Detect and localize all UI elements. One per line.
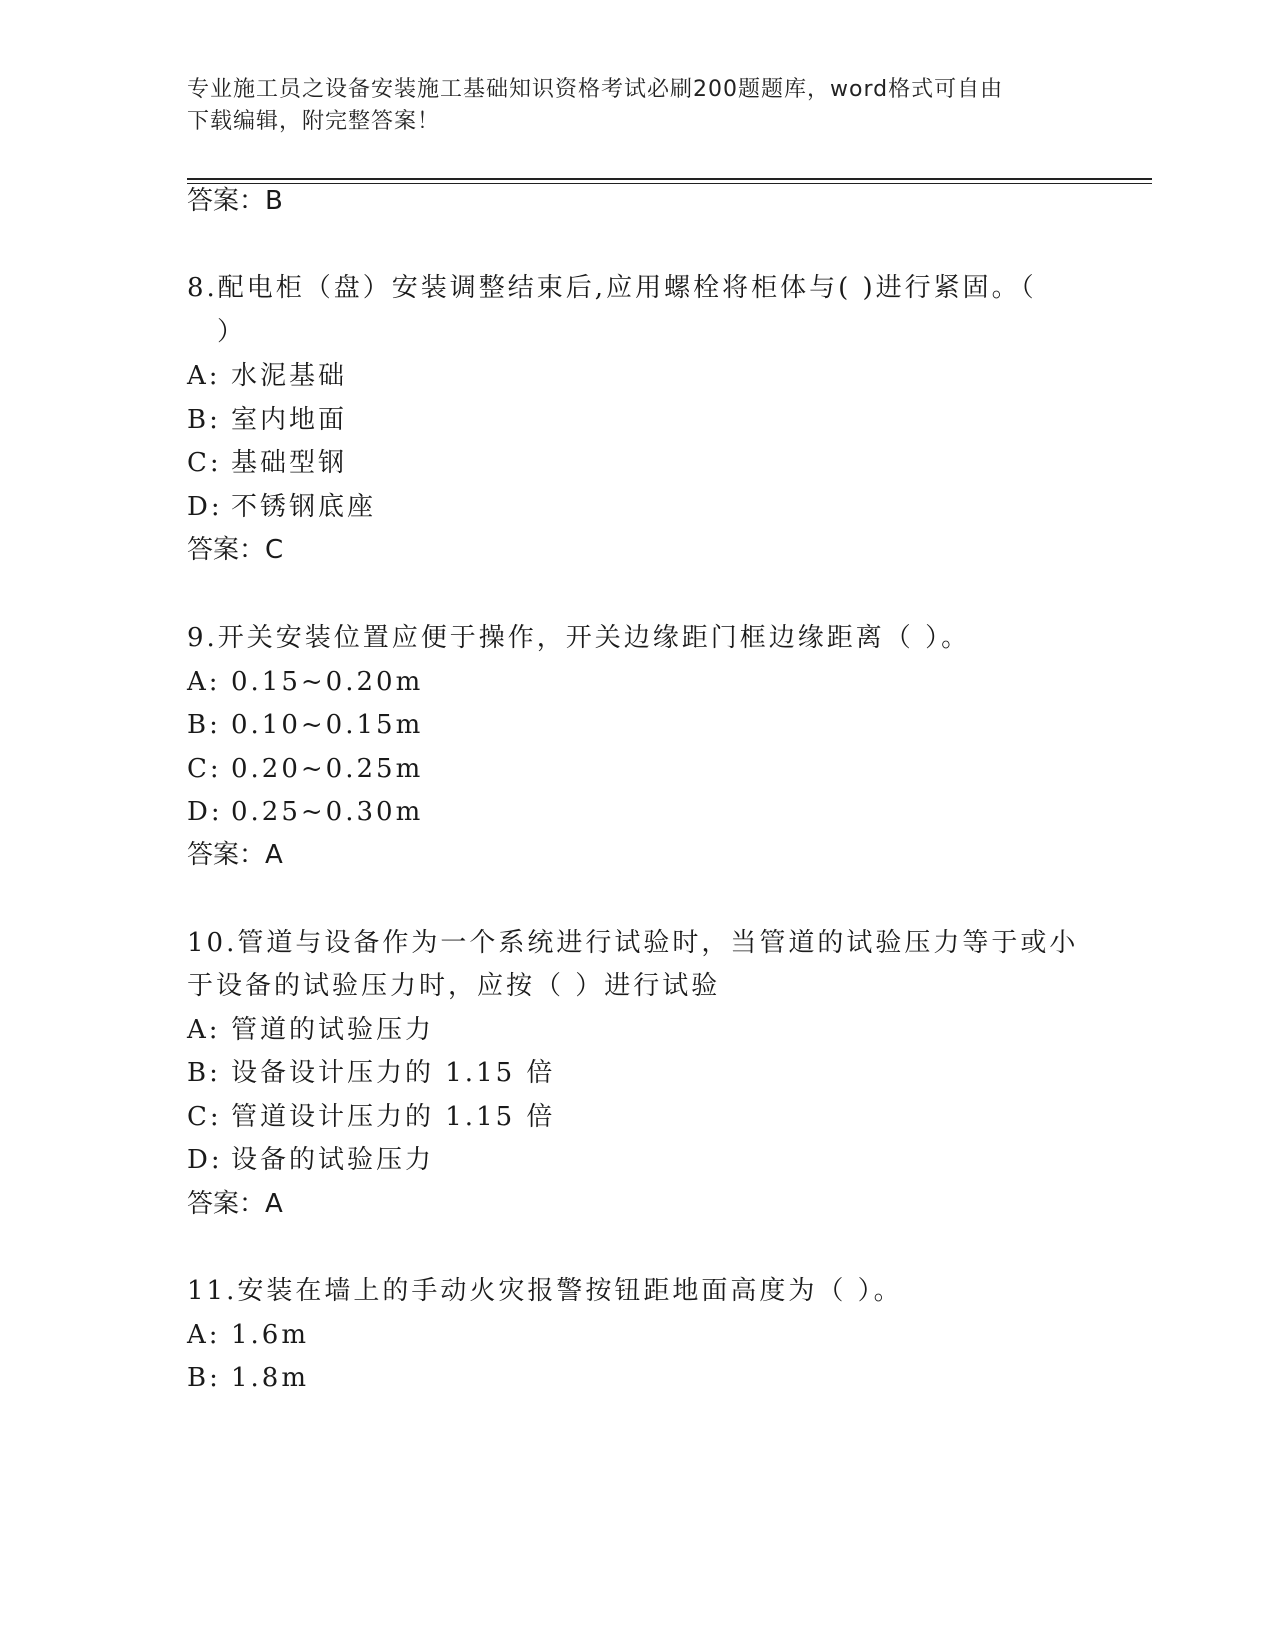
- option-letter: A:: [187, 667, 221, 697]
- option-letter: B:: [187, 710, 221, 740]
- option-letter: D:: [187, 492, 223, 522]
- option-text: 1.6m: [231, 1320, 310, 1350]
- option-letter: B:: [187, 1058, 221, 1088]
- document-header: [187, 74, 1067, 138]
- option-text: 不锈钢底座: [231, 492, 377, 522]
- option-text: 设备设计压力的 1.15 倍: [231, 1058, 556, 1088]
- option-text: 水泥基础: [231, 361, 348, 391]
- option-letter: C:: [187, 754, 222, 784]
- question-10-option-c: [187, 1097, 555, 1137]
- question-11-option-a: [187, 1315, 309, 1355]
- option-text: 管道设计压力的 1.15 倍: [231, 1102, 556, 1132]
- question-8-option-c: [187, 443, 347, 483]
- header-line-2: 下载编辑，附完整答案！: [187, 109, 441, 134]
- option-text: 设备的试验压力: [231, 1145, 435, 1175]
- option-text: 1.8m: [231, 1363, 310, 1393]
- header-divider-thick: [187, 178, 1152, 180]
- question-8-stem-line-2: ）: [217, 317, 247, 347]
- option-letter: B:: [187, 405, 221, 435]
- question-9-stem-line-1: 9.开关安装位置应便于操作，开关边缘距门框边缘距离（ ）。: [187, 623, 971, 653]
- option-letter: C:: [187, 1102, 222, 1132]
- question-10-option-d: [187, 1140, 434, 1180]
- question-8-option-a: [187, 356, 347, 396]
- option-text: 0.25~0.30m: [231, 797, 424, 827]
- question-8-option-d: [187, 487, 376, 527]
- option-text: 基础型钢: [231, 448, 348, 478]
- option-text: 室内地面: [231, 405, 348, 435]
- answer-previous: 答案：B: [187, 186, 283, 216]
- option-text: 0.15~0.20m: [231, 667, 424, 697]
- question-11-stem-line-1: 11.安装在墙上的手动火灾报警按钮距地面高度为（ ）。: [187, 1276, 903, 1306]
- question-10-option-b: [187, 1053, 555, 1093]
- option-letter: A:: [187, 1015, 221, 1045]
- option-letter: D:: [187, 1145, 223, 1175]
- question-10-stem-line-2: 于设备的试验压力时，应按（ ）进行试验: [187, 971, 721, 1001]
- question-9-option-b: [187, 705, 423, 745]
- question-9-option-c: [187, 749, 423, 789]
- option-letter: D:: [187, 797, 223, 827]
- question-9-answer: 答案：A: [187, 840, 283, 870]
- option-letter: C:: [187, 448, 222, 478]
- header-divider-thin: [187, 183, 1152, 184]
- question-9-option-d: [187, 792, 423, 832]
- question-11-option-b: [187, 1358, 309, 1398]
- header-line-1: 专业施工员之设备安装施工基础知识资格考试必刷200题题库，word格式可自由: [187, 77, 1004, 102]
- question-8-option-b: [187, 400, 347, 440]
- option-letter: B:: [187, 1363, 221, 1393]
- question-9-option-a: [187, 662, 423, 702]
- question-8-answer: 答案：C: [187, 535, 284, 565]
- option-text: 管道的试验压力: [231, 1015, 435, 1045]
- option-text: 0.10~0.15m: [231, 710, 424, 740]
- option-letter: A:: [187, 1320, 221, 1350]
- question-10-answer: 答案：A: [187, 1189, 283, 1219]
- question-8-stem-line-1: 8.配电柜（盘）安装调整结束后,应用螺栓将柜体与( )进行紧固。（: [187, 273, 1037, 303]
- question-10-stem-line-1: 10.管道与设备作为一个系统进行试验时，当管道的试验压力等于或小: [187, 928, 1079, 958]
- option-text: 0.20~0.25m: [231, 754, 424, 784]
- question-10-option-a: [187, 1010, 434, 1050]
- option-letter: A:: [187, 361, 221, 391]
